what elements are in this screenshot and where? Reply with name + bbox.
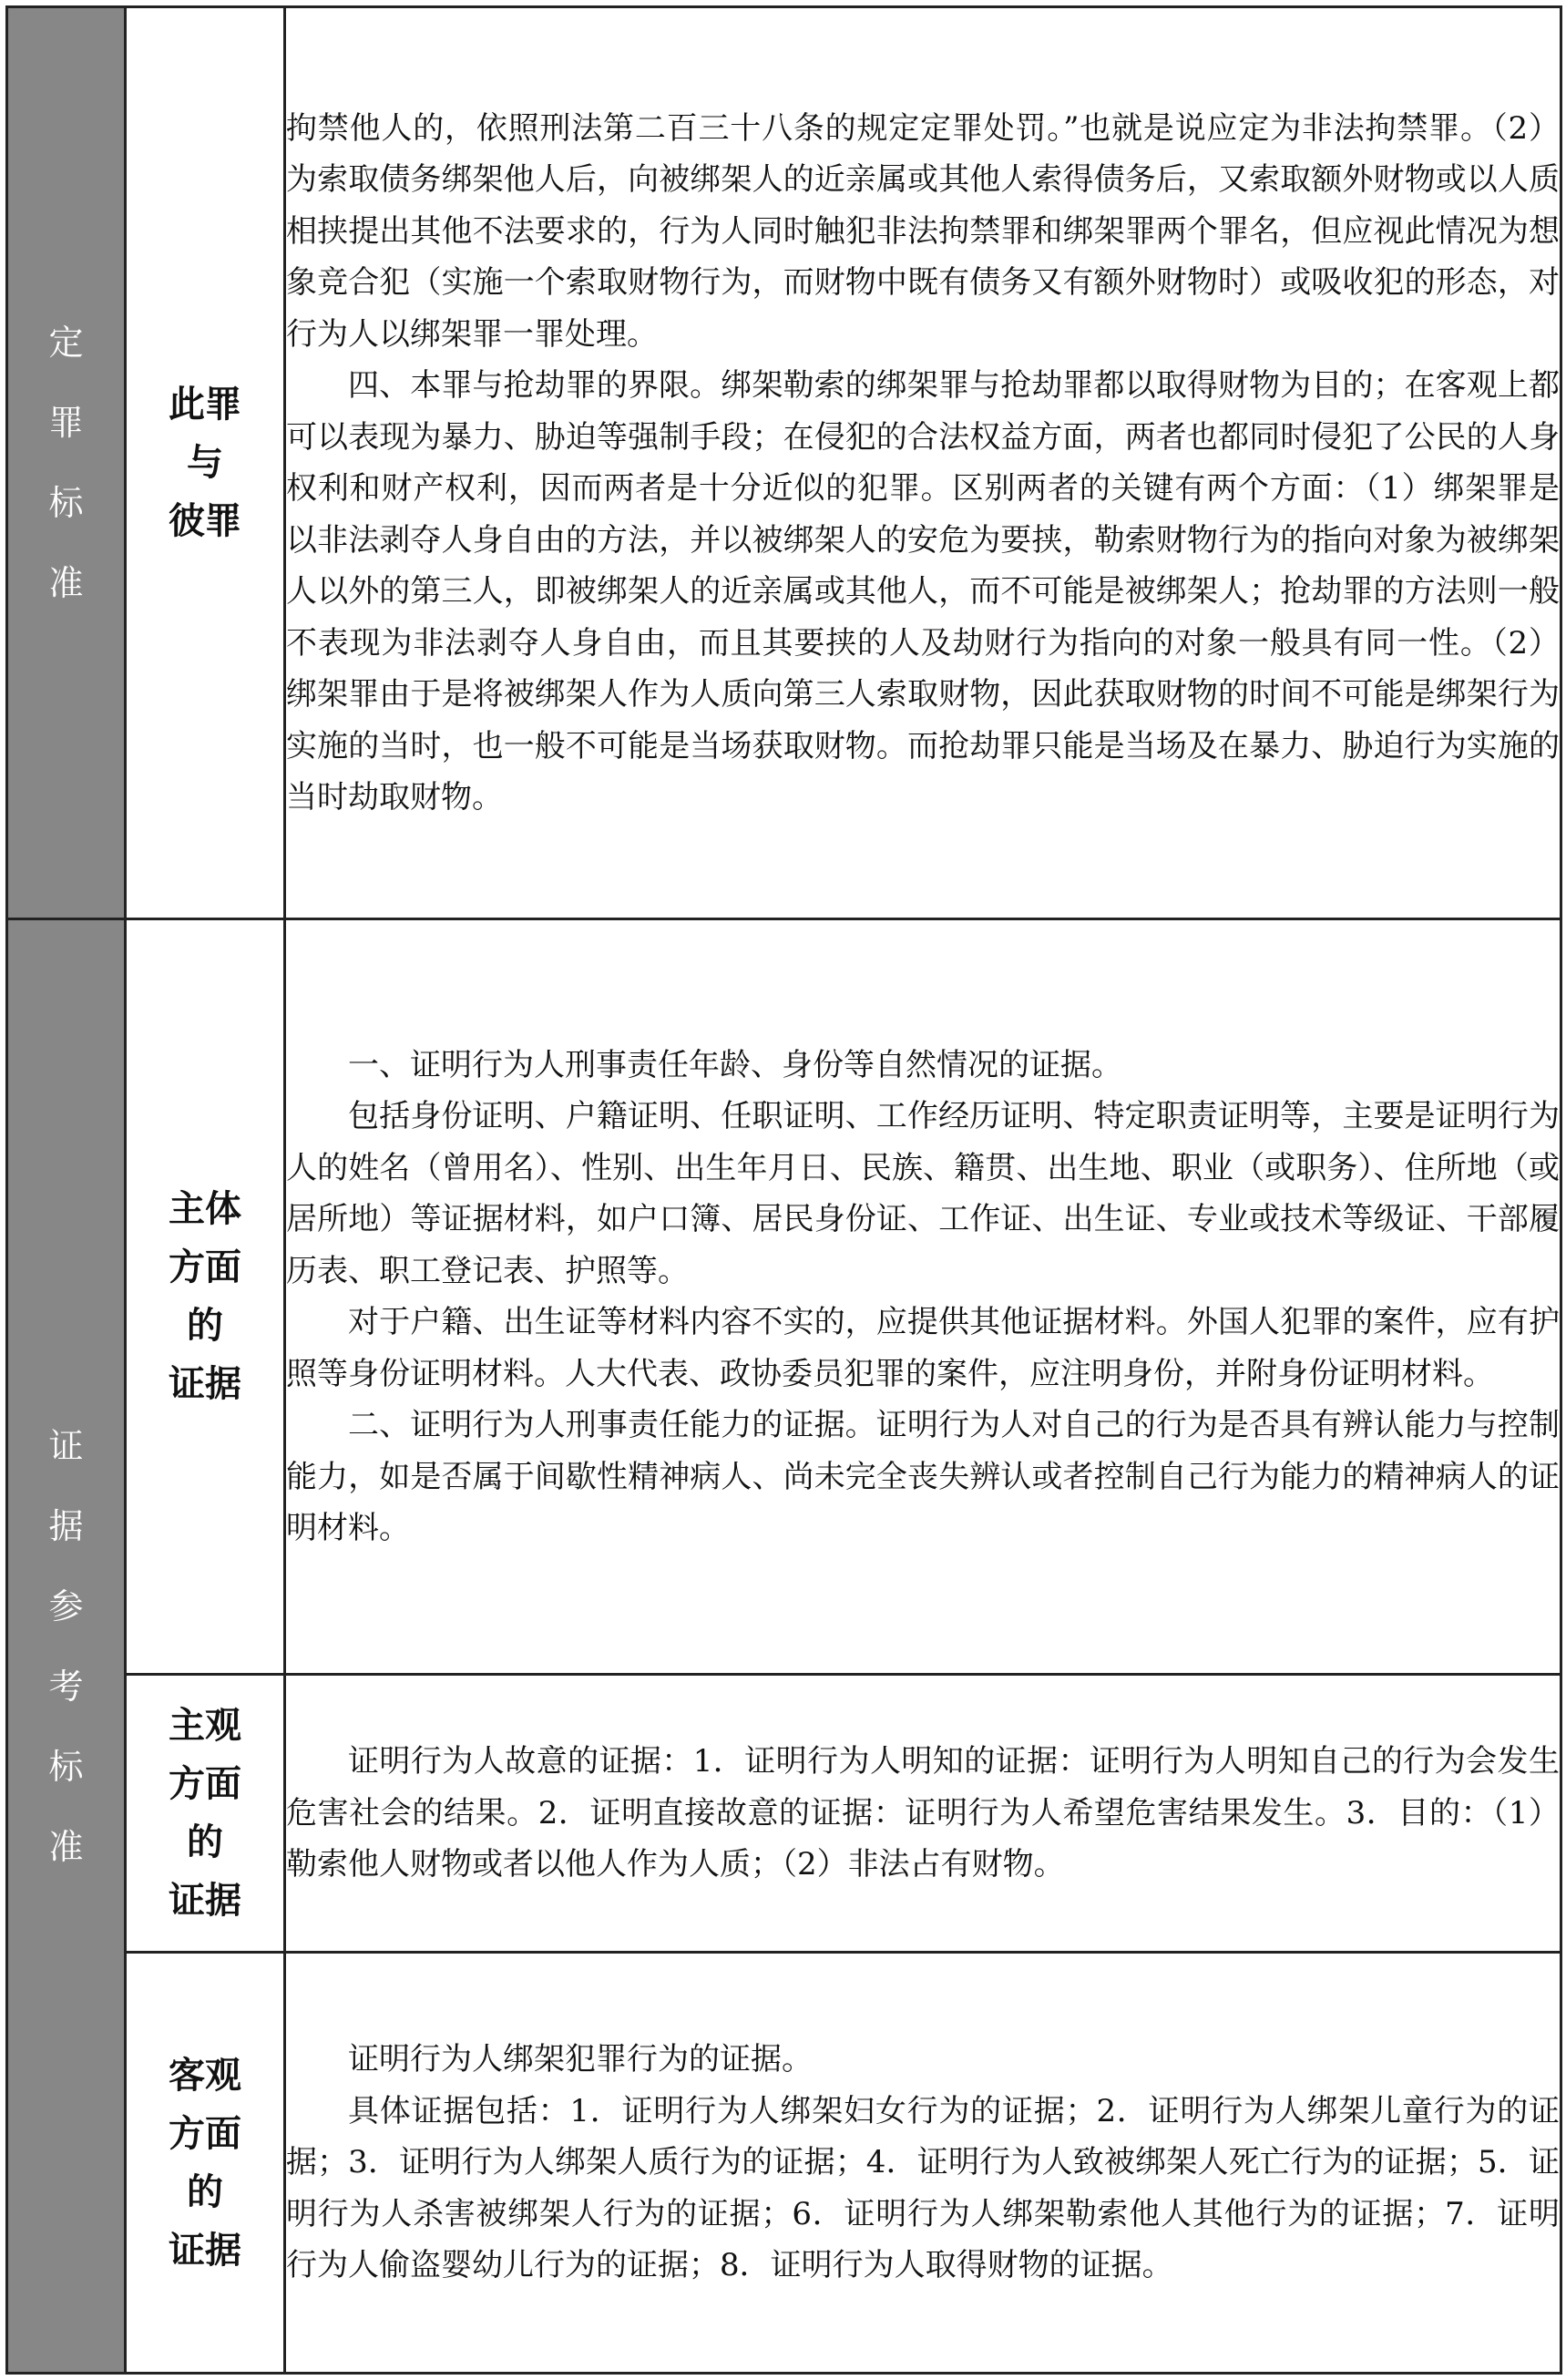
row-label-objective-evidence [126,1953,285,2374]
category-cell-evidence-standard [7,919,126,2374]
category-char: 罪 [48,403,84,443]
paragraph: 包括身份证明、户籍证明、任职证明、工作经历证明、特定职责证明等，主要是证明行为人的姓名（曾用名）、性别、出生年月日、民族、籍贯、出生地、职业（或职务）、住所地（或居所地）等证据材料，如户口簿、居民身份证、工作证、出生证、专业或技术等级证、干部履历表、职工登记表、护照等。 [286,1098,1560,1289]
criteria-table [5,5,1562,2375]
paragraph: 拘禁他人的，依照刑法第二百三十八条的规定定罪处罚。”也就是说应定为非法拘禁罪。（2）为索取债务绑架他人后，向被绑架人的近亲属或其他人索得债务后，又索取额外财物或以人质相挟提出其他不法要求的，行为人同时触犯非法拘禁罪和绑架罪两个罪名，但应视此情况为想象竞合犯（实施一个索取财物行为，而财物中既有债务又有额外财物时）或吸收犯的形态，对行为人以绑架罪一罪处理。 [286,109,1560,353]
row-label-line: 彼罪 [169,500,241,542]
row-content [285,1953,1561,2374]
row-content [285,919,1561,1675]
category-char: 参 [48,1585,84,1626]
category-char: 准 [48,1826,84,1867]
category-char: 标 [48,483,84,523]
category-char: 考 [48,1666,84,1707]
row-label-line: 证据 [169,1880,241,1922]
category-cell-conviction-standard [7,7,126,919]
category-char: 标 [48,1746,84,1787]
table-row [7,7,1561,919]
category-char: 定 [48,323,84,363]
category-char: 据 [48,1505,84,1546]
row-label-line: 与 [187,442,223,484]
row-label-line: 的 [187,2170,223,2213]
paragraph: 四、本罪与抢劫罪的界限。绑架勒索的绑架罪与抢劫罪都以取得财物为目的；在客观上都可以表现为暴力、胁迫等强制手段；在侵犯的合法权益方面，两者也都同时侵犯了公民的人身权利和财产权利，因而两者是十分近似的犯罪。区别两者的关键有两个方面：（1）绑架罪是以非法剥夺人身自由的方法，并以被绑架人的安危为要挟，勒索财物行为的指向对象为被绑架人以外的第三人，即被绑架人的近亲属或其他人，而不可能是被绑架人；抢劫罪的方法则一般不表现为非法剥夺人身自由，而且其要挟的人及劫财行为指向的对象一般具有同一性。（2）绑架罪由于是将被绑架人作为人质向第三人索取财物，因此获取财物的时间不可能是绑架行为实施的当时，也一般不可能是当场获取财物。而抢劫罪只能是当场及在暴力、胁迫行为实施的当时劫取财物。 [286,367,1560,816]
table-row [7,1953,1561,2374]
row-label-this-vs-other-crime [126,7,285,919]
row-label-line: 证据 [169,2229,241,2272]
paragraph: 证明行为人绑架犯罪行为的证据。 [348,2041,813,2078]
row-content [285,7,1561,919]
row-label-subject-evidence [126,919,285,1675]
category-char: 准 [48,563,84,603]
row-label-line: 方面 [169,1246,241,1288]
category-char: 证 [48,1425,84,1466]
paragraph: 对于户籍、出生证等材料内容不实的，应提供其他证据材料。外国人犯罪的案件，应有护照等身份证明材料。人大代表、政协委员犯罪的案件，应注明身份，并附身份证明材料。 [286,1304,1560,1392]
row-content [285,1675,1561,1953]
paragraph: 一、证明行为人刑事责任年龄、身份等自然情况的证据。 [348,1046,1122,1083]
row-label-line: 主观 [169,1705,241,1747]
row-label-line: 的 [187,1821,223,1863]
paragraph: 二、证明行为人刑事责任能力的证据。证明行为人对自己的行为是否具有辨认能力与控制能力，如是否属于间歇性精神病人、尚未完全丧失辨认或者控制自己行为能力的精神病人的证明材料。 [286,1407,1560,1546]
row-label-line: 方面 [169,2112,241,2155]
row-label-line: 主体 [169,1188,241,1230]
row-label-line: 此罪 [169,384,241,426]
row-label-line: 的 [187,1305,223,1347]
row-label-line: 证据 [169,1363,241,1405]
paragraph: 证明行为人故意的证据：1．证明行为人明知的证据：证明行为人明知自己的行为会发生危害社会的结果。2．证明直接故意的证据：证明行为人希望危害结果发生。3．目的：（1）勒索他人财物或者以他人作为人质；（2）非法占有财物。 [286,1743,1560,1883]
table-row [7,1675,1561,1953]
paragraph: 具体证据包括：1．证明行为人绑架妇女行为的证据；2．证明行为人绑架儿童行为的证据；3．证明行为人绑架人质行为的证据；4．证明行为人致被绑架人死亡行为的证据；5．证明行为人杀害被绑架人行为的证据；6．证明行为人绑架勒索他人其他行为的证据；7．证明行为人偷盗婴幼儿行为的证据；8．证明行为人取得财物的证据。 [286,2092,1560,2284]
row-label-line: 客观 [169,2054,241,2097]
row-label-line: 方面 [169,1763,241,1805]
row-label-subjective-evidence [126,1675,285,1953]
table-row [7,919,1561,1675]
